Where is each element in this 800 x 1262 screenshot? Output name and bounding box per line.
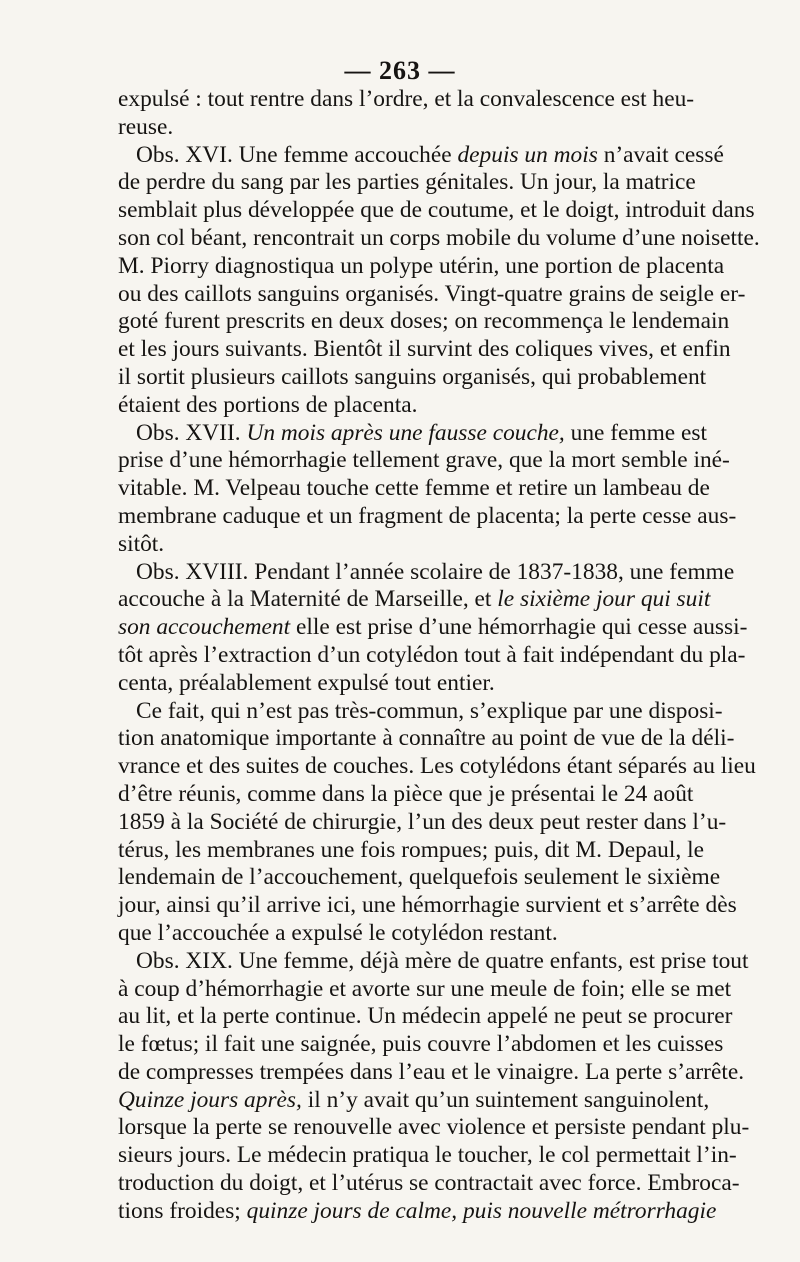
text-segment: térus, les membranes une fois rompues; puis, dit M. Depaul, le: [118, 836, 704, 863]
text-line: [118, 169, 696, 197]
text-segment: une femme est: [564, 419, 708, 446]
text-segment: étaient des portions de placenta.: [118, 391, 418, 418]
text-segment: n’avait cessé: [597, 141, 724, 168]
text-segment: Obs. XIX. Une femme, déjà mère de quatre enfants, est prise tout: [136, 947, 749, 974]
text-line: [118, 808, 727, 837]
text-segment: accouche à la Maternité de Marseille, et: [118, 586, 498, 613]
text-segment: centa, préalablement expulsé tout entier.: [118, 669, 495, 696]
text-segment: goté furent prescrits en deux doses; on recommença le lendemain: [118, 308, 730, 335]
text-segment: vitable. M. Velpeau touche cette femme et retire un lambeau de: [118, 475, 710, 502]
text-line: [118, 502, 737, 531]
text-line: [118, 1142, 737, 1170]
text-segment: que l’accouchée a expulsé le cotylédon restant.: [118, 919, 558, 946]
text-segment: il sortit plusieurs caillots sanguins organisés, qui probablement: [118, 363, 707, 390]
text-line: [118, 920, 680, 948]
text-segment: de compresses trempées dans l’eau et le vinaigre. La perte s’arrête.: [118, 1058, 745, 1085]
text-segment: jour, ainsi qu’il arrive ici, une hémorrhagie survient et s’arrête dès: [118, 892, 737, 919]
text-segment: d’être réunis, comme dans la pièce que je présentai le 24 août: [118, 780, 694, 807]
text-segment: expulsé : tout rentre dans l’ordre, et la convalescence est heu-: [118, 86, 695, 112]
text-line: [118, 836, 704, 865]
text-line: [118, 363, 707, 392]
text-line: [118, 531, 680, 559]
text-line: [118, 975, 732, 1004]
text-line: [118, 197, 755, 225]
text-line: [118, 725, 735, 753]
text-line: [118, 697, 723, 726]
text-segment: tôt après l’extraction d’un cotylédon tout à fait indépendant du pla-: [118, 641, 746, 668]
text-line: [118, 892, 737, 920]
text-segment: ou des caillots sanguins organisés. Vingt-quatre grains de seigle er-: [118, 280, 746, 307]
text-line: [118, 780, 694, 809]
text-segment: elle est prise d’une hémorrhagie qui cesse aussi-: [290, 614, 748, 641]
text-segment: membrane caduque et un fragment de placenta; la perte cesse aus-: [118, 502, 737, 529]
text-segment: et les jours suivants. Bientôt il survint des coliques vives, et enfin: [118, 336, 731, 363]
text-line: [118, 1031, 724, 1059]
text-segment: son col béant, rencontrait un corps mobile du volume d’une noisette.: [118, 224, 760, 251]
text-segment: il n’y avait qu’un suintement sanguinolent,: [301, 1086, 710, 1113]
text-segment: tion anatomique importante à connaître au point de vue de la déli-: [118, 725, 735, 752]
text-line: [118, 1086, 710, 1115]
italic-text: Quinze jours après,: [118, 1086, 302, 1113]
body-text: [118, 86, 760, 1226]
text-line: [118, 1197, 717, 1226]
text-line: [118, 280, 746, 309]
text-line: [118, 419, 708, 448]
text-segment: à coup d’hémorrhagie et avorte sur une meule de foin; elle se met: [118, 975, 732, 1002]
text-segment: lorsque la perte se renouvelle avec violence et persiste pendant plu-: [118, 1114, 750, 1141]
italic-text: quinze jours de calme, puis nouvelle métrorrhagie: [246, 1197, 717, 1224]
text-line: [118, 141, 724, 170]
text-segment: M. Piorry diagnostiqua un polype utérin, une portion de placenta: [118, 252, 725, 279]
text-segment: Obs. XVI. Une femme accouchée: [136, 141, 458, 168]
text-segment: reuse.: [118, 113, 174, 140]
page-number: — 263 —: [344, 56, 456, 85]
text-line: [118, 308, 730, 336]
text-segment: tions froides;: [118, 1197, 247, 1224]
text-segment: au lit, et la perte continue. Un médecin appelé ne peut se procurer: [118, 1003, 733, 1030]
text-segment: vrance et des suites de couches. Les cotylédons étant séparés au lieu: [118, 753, 756, 780]
text-line: [118, 641, 746, 670]
text-line: [118, 1114, 750, 1142]
text-segment: lendemain de l’accouchement, quelquefois seulement le sixième: [118, 864, 721, 891]
text-line: [118, 475, 710, 503]
text-segment: sieurs jours. Le médecin pratiqua le toucher, le col permettait l’in-: [118, 1142, 737, 1169]
text-line: [118, 753, 756, 781]
text-segment: prise d’une hémorrhagie tellement grave, que la mort semble iné-: [118, 447, 730, 474]
italic-text: le sixième jour qui suit: [497, 586, 711, 613]
text-segment: 1859 à la Société de chirurgie, l’un des deux peut rester dans l’u-: [118, 808, 727, 835]
text-line: [118, 1170, 740, 1198]
text-segment: sitôt.: [118, 530, 165, 557]
text-segment: troduction du doigt, et l’utérus se contractait avec force. Embroca-: [118, 1170, 740, 1197]
text-line: [118, 114, 680, 142]
text-segment: le fœtus; il fait une saignée, puis couvre l’abdomen et les cuisses: [118, 1031, 724, 1058]
text-line: [118, 614, 748, 642]
text-line: [118, 558, 735, 587]
text-line: [118, 1003, 733, 1031]
text-line: [118, 670, 680, 698]
text-line: [118, 586, 711, 614]
italic-text: Un mois après une fausse couche,: [246, 419, 565, 446]
text-line: [118, 447, 730, 475]
text-segment: semblait plus développée que de coutume, et le doigt, introduit dans: [118, 197, 755, 224]
text-line: [118, 336, 731, 364]
text-line: [118, 224, 760, 253]
text-line: [118, 1058, 745, 1087]
text-line: [118, 392, 680, 420]
text-line: [118, 252, 725, 281]
text-segment: Obs. XVII.: [136, 419, 247, 446]
text-line: [118, 864, 721, 892]
italic-text: depuis un mois: [457, 141, 598, 168]
text-segment: Ce fait, qui n’est pas très-commun, s’explique par une disposi-: [136, 697, 723, 724]
italic-text: son accouchement: [118, 614, 291, 641]
text-segment: de perdre du sang par les parties génitales. Un jour, la matrice: [118, 169, 696, 196]
text-line: [118, 86, 695, 114]
text-segment: Obs. XVIII. Pendant l’année scolaire de 1837-1838, une femme: [136, 558, 735, 585]
text-line: [118, 947, 749, 976]
